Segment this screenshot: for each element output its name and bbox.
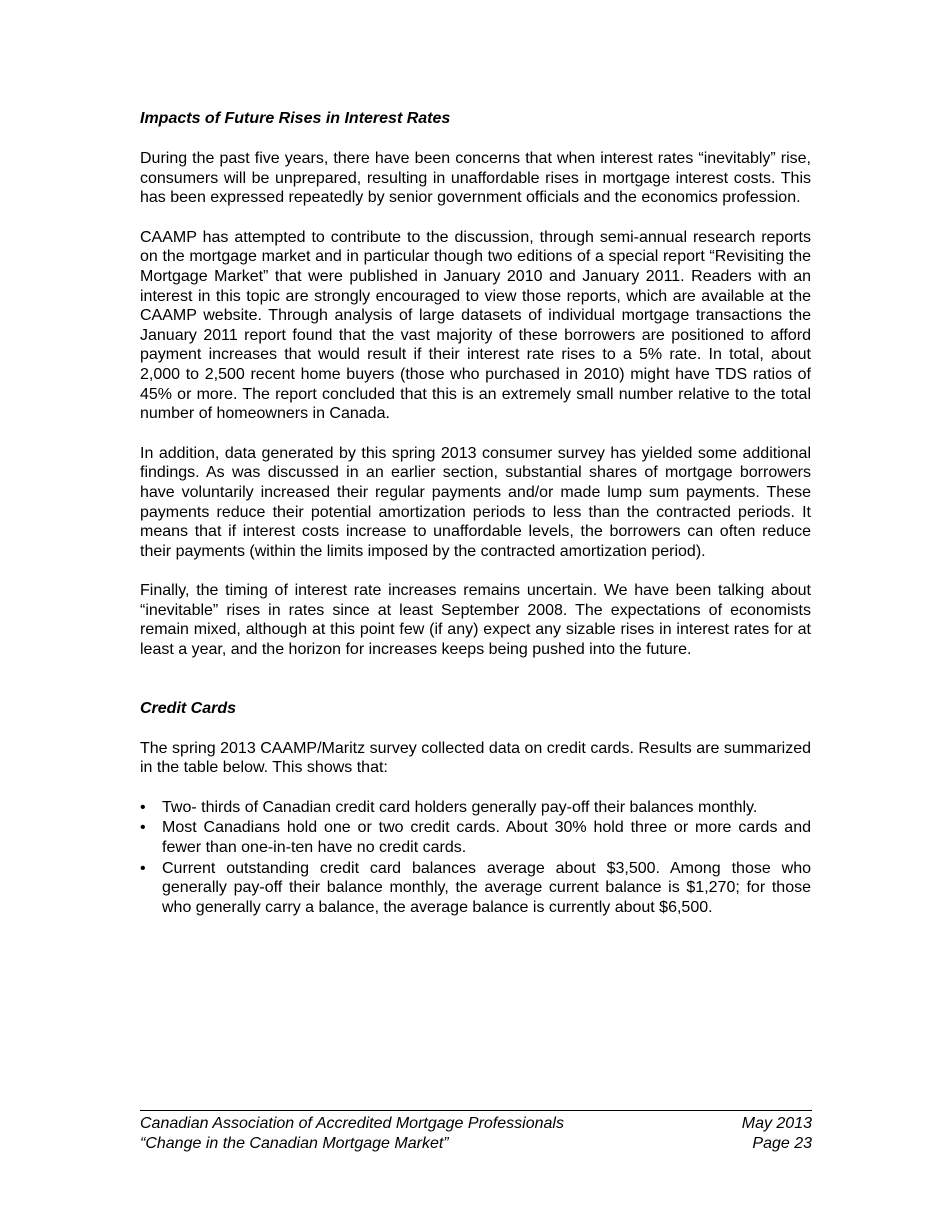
bullet-icon: • (140, 798, 146, 816)
footer-page-number: Page 23 (752, 1134, 812, 1152)
bullet-list (140, 798, 811, 918)
paragraph: Finally, the timing of interest rate increases remains uncertain. We have been talking about “inevitable” rises in rates since at least September 2008. The expectations of economists remain mixed, although at this point few (if any) expect any sizable rises in interest rates for at least a year, and the horizon for increases keeps being pushed into the future. (140, 582, 811, 659)
footer-row (140, 1134, 812, 1154)
section-heading-credit-cards: Credit Cards (140, 699, 237, 717)
bullet-icon: • (140, 819, 146, 837)
footer-row (140, 1114, 812, 1134)
document-body (140, 109, 811, 918)
list-item (140, 859, 811, 918)
list-item (140, 798, 811, 818)
section-heading-interest-rates: Impacts of Future Rises in Interest Rates (140, 110, 451, 127)
list-item-text: Two- thirds of Canadian credit card holders generally pay-off their balances monthly. (162, 798, 758, 816)
paragraph: During the past five years, there have been concerns that when interest rates “inevitably” rise, consumers will be unprepared, resulting in unaffordable rises in mortgage interest costs. This has been expressed repeatedly by senior government officials and the economics profession. (140, 150, 811, 207)
footer-date: May 2013 (741, 1115, 812, 1132)
footer-organization: Canadian Association of Accredited Mortgage Professionals (140, 1115, 564, 1132)
paragraph: The spring 2013 CAAMP/Maritz survey collected data on credit cards. Results are summarized in the table below. This shows that: (140, 739, 811, 777)
paragraph: CAAMP has attempted to contribute to the discussion, through semi-annual research reports on the mortgage market and in particular though two editions of a special report “Revisiting the Mortgage Market” that were published in January 2010 and January 2011. Readers with an interest in this topic are strongly encouraged to view those reports, which are available at the CAAMP website. Through analysis of large datasets of individual mortgage transactions the January 2011 report found that the vast majority of these borrowers are positioned to afford payment increases that would result if their interest rate rises to a 5% rate. In total, about 2,000 to 2,500 recent home buyers (those who purchased in 2010) might have TDS ratios of 45% or more. The report concluded that this is an extremely small number relative to the total number of homeowners in Canada. (140, 228, 811, 423)
bullet-icon: • (140, 859, 146, 877)
footer-report-title: “Change in the Canadian Mortgage Market” (140, 1134, 449, 1152)
list-item-text: Most Canadians hold one or two credit cards. About 30% hold three or more cards and fewer than one-in-ten have no credit cards. (162, 819, 811, 857)
page-footer (140, 1110, 812, 1153)
paragraph: In addition, data generated by this spring 2013 consumer survey has yielded some additional findings. As was discussed in an earlier section, substantial shares of mortgage borrowers have voluntarily increased their regular payments and/or made lump sum payments. These payments reduce their potential amortization periods to less than the contracted periods. It means that if interest costs increase to unaffordable levels, the borrowers can often reduce their payments (within the limits imposed by the contracted amortization period). (140, 444, 811, 560)
list-item (140, 818, 811, 857)
list-item-text: Current outstanding credit card balances average about $3,500. Among those who generally pay-off their balance monthly, the average current balance is $1,270; for those who generally carry a balance, the average balance is currently about $6,500. (162, 859, 811, 916)
